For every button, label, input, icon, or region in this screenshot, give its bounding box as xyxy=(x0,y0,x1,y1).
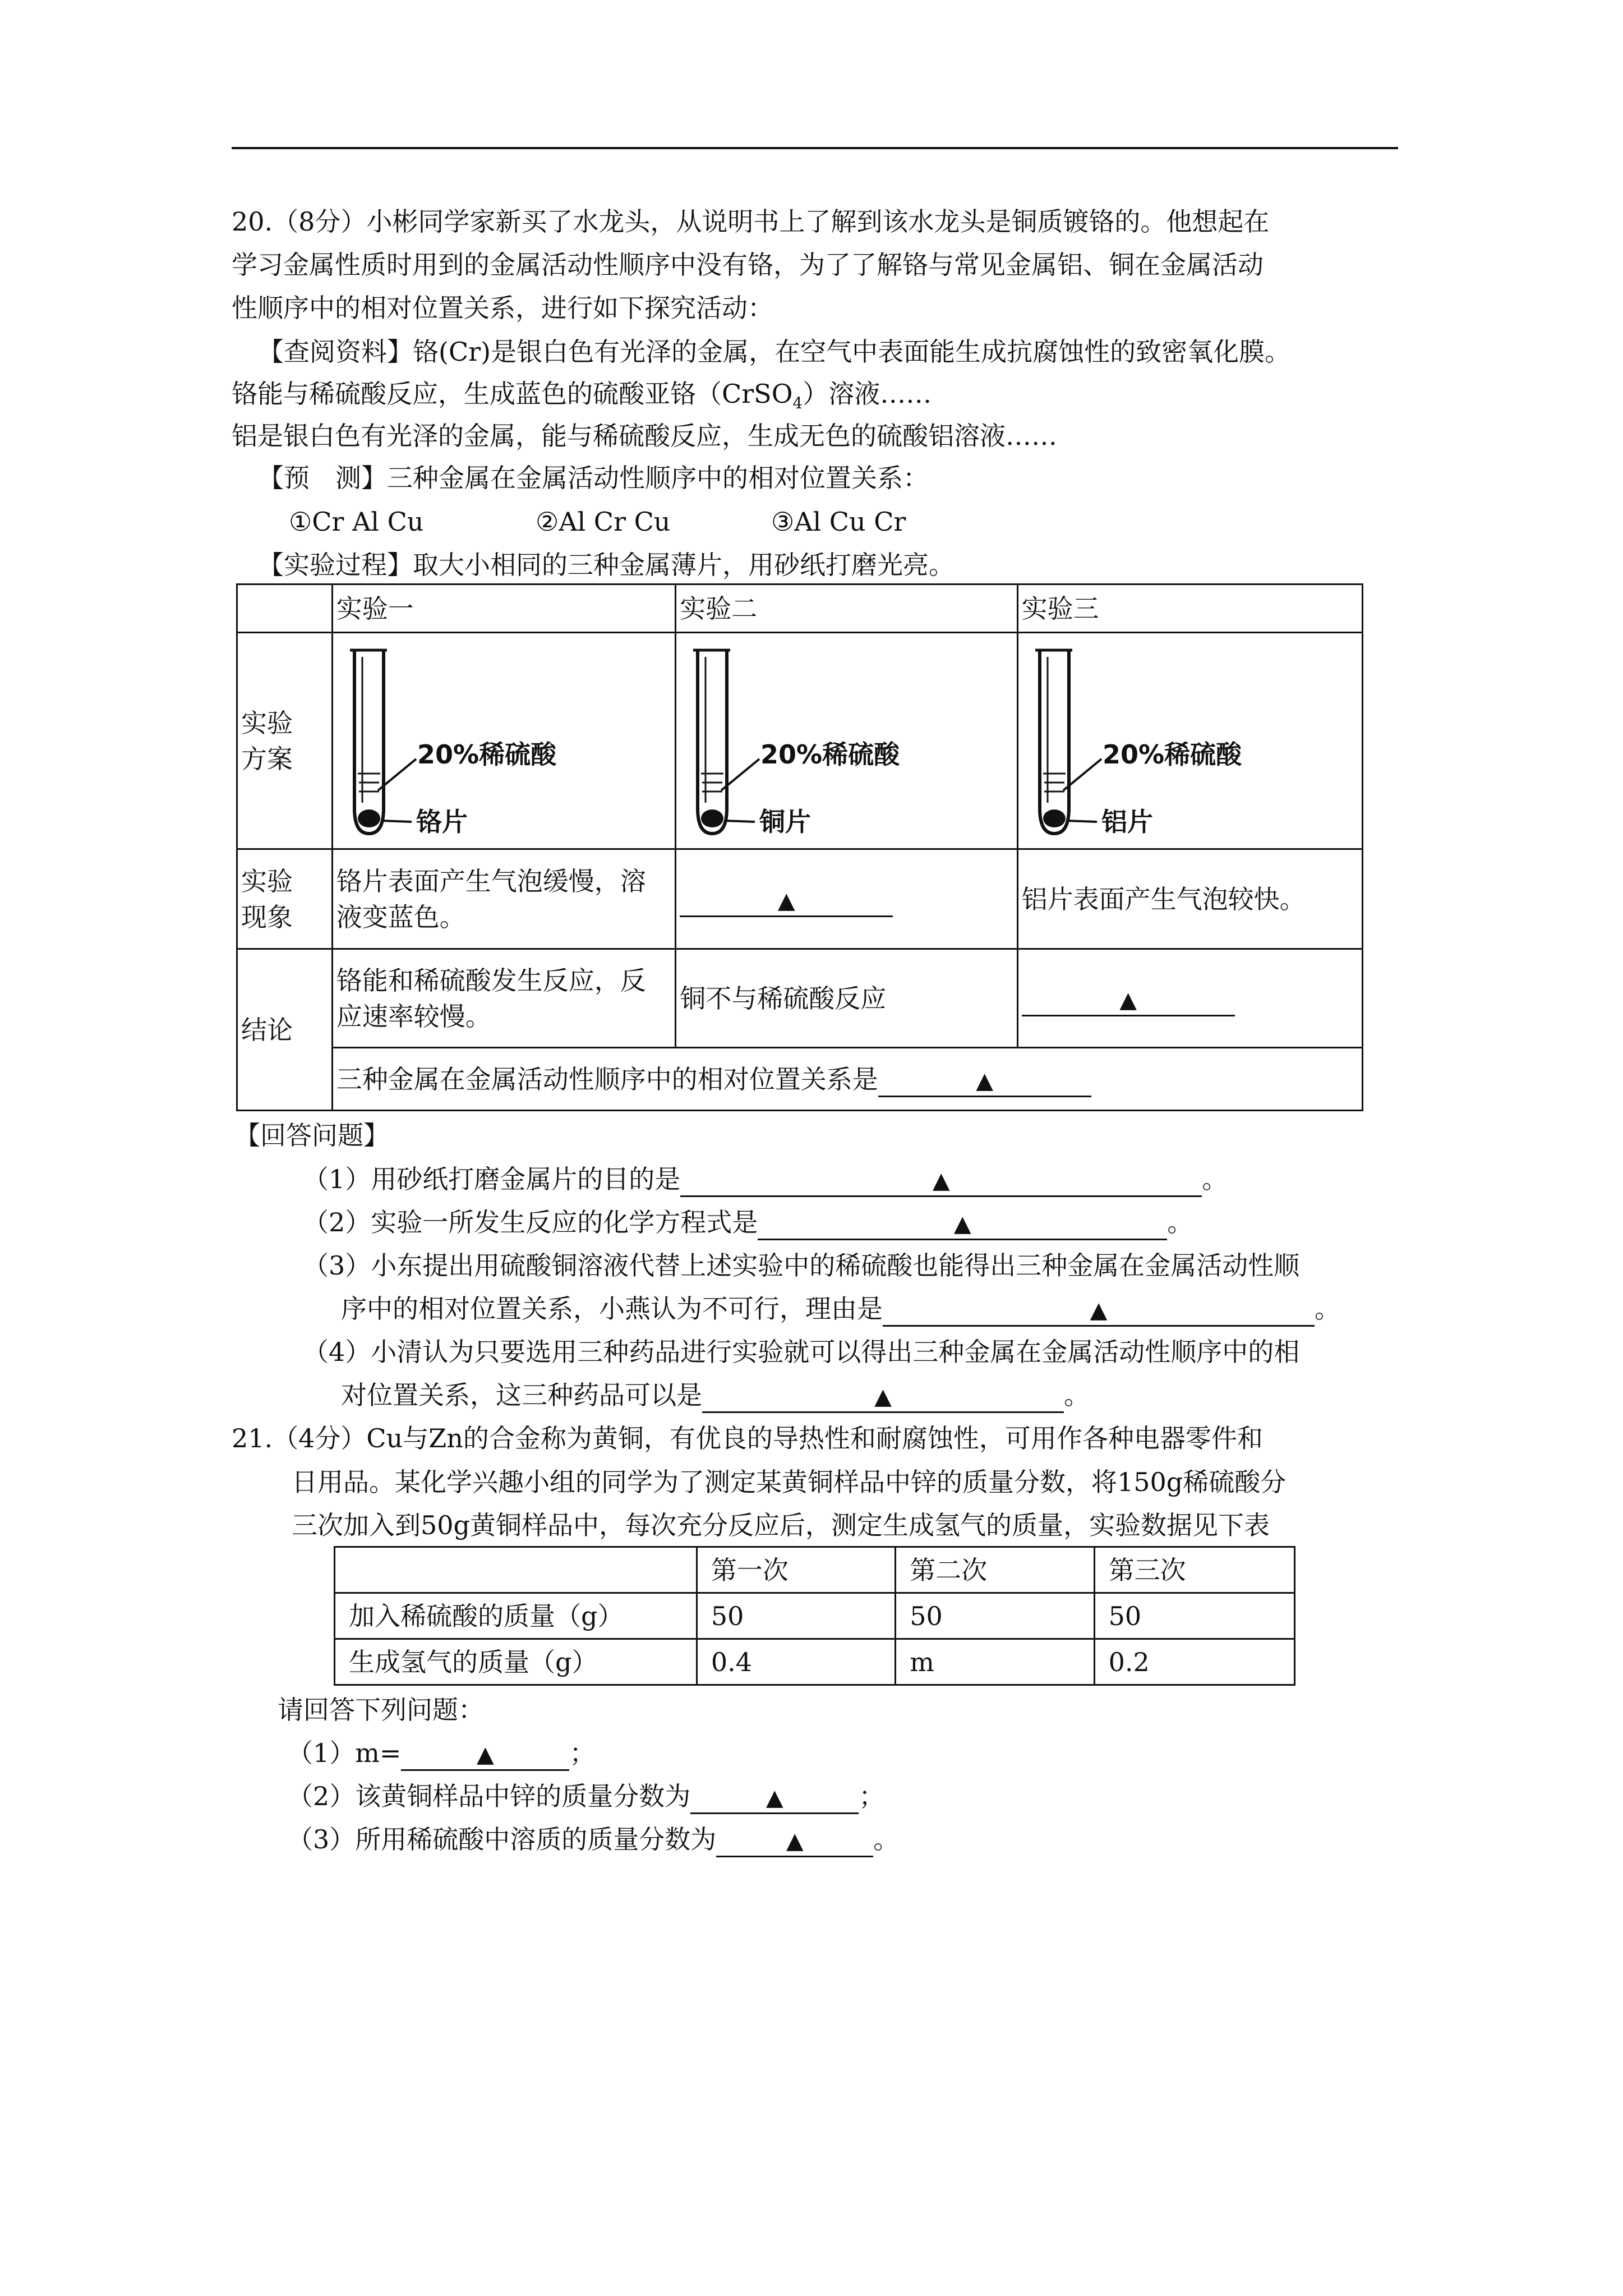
header-trial-3: 第三次 xyxy=(1094,1547,1294,1593)
metal-label-aluminum: 铝片 xyxy=(1101,807,1153,837)
header-trial-2: 第二次 xyxy=(896,1547,1094,1593)
exp1-conclusion: 铬能和稀硫酸发生反应，反应速率较慢。 xyxy=(332,949,676,1048)
q20-option-3: ③Al Cu Cr xyxy=(771,507,906,537)
metal-label-chromium: 铬片 xyxy=(416,807,468,837)
row-acid-mass-label: 加入稀硫酸的质量（g） xyxy=(335,1593,697,1639)
test-tube-aluminum-icon xyxy=(1023,640,1337,842)
experiment-table xyxy=(236,583,1363,1111)
acid-label: 20%稀硫酸 xyxy=(417,739,556,770)
q20-question-3-line1: （3）小东提出用硫酸铜溶液代替上述实验中的稀硫酸也能得出三种金属在金属活动性顺 xyxy=(303,1250,1300,1281)
cell-hydrogen-2: m xyxy=(896,1639,1094,1685)
q20-info-line1: 【查阅资料】铬(Cr)是银白色有光泽的金属，在空气中表面能生成抗腐蚀性的致密氧化膜。 xyxy=(258,337,1291,367)
cell-acid-1: 50 xyxy=(697,1593,895,1639)
q21-question-3: （3）所用稀硫酸中溶质的质量分数为 ▲ 。 xyxy=(287,1816,899,1863)
answer-blank: ▲ xyxy=(690,1780,859,1814)
cell-acid-2: 50 xyxy=(896,1593,1094,1639)
q21-question-2: （2）该黄铜样品中锌的质量分数为 ▲ ； xyxy=(287,1773,884,1820)
answer-blank: ▲ xyxy=(680,1163,1202,1197)
header-exp3: 实验三 xyxy=(1017,585,1362,633)
q20-info-line2: 铬能与稀硫酸反应，生成蓝色的硫酸亚铬（CrSO$_4$）溶液…… xyxy=(232,379,932,413)
answer-heading: 【回答问题】 xyxy=(234,1120,389,1151)
test-tube-chromium-icon xyxy=(338,640,652,842)
exp2-conclusion: 铜不与稀硫酸反应 xyxy=(676,949,1017,1048)
q20-option-2: ②Al Cr Cu xyxy=(536,507,671,537)
q20-info-line3: 铝是银白色有光泽的金属，能与稀硫酸反应，生成无色的硫酸铝溶液…… xyxy=(232,421,1057,451)
cell-acid-3: 50 xyxy=(1094,1593,1294,1639)
exp3-diagram xyxy=(1017,633,1362,849)
metal-label-copper: 铜片 xyxy=(759,807,811,837)
cell-hydrogen-1: 0.4 xyxy=(697,1639,895,1685)
answer-blank: ▲ xyxy=(1022,982,1235,1016)
q20-question-4-line2: 对位置关系，这三种药品可以是 ▲ 。 xyxy=(341,1372,1090,1419)
exp2-diagram xyxy=(676,633,1017,849)
q20-option-1: ①Cr Al Cu xyxy=(289,507,424,537)
q21-intro-line2: 日用品。某化学兴趣小组的同学为了测定某黄铜样品中锌的质量分数，将150g稀硫酸分 xyxy=(292,1467,1287,1497)
row-hydrogen-mass-label: 生成氢气的质量（g） xyxy=(335,1639,697,1685)
data-table xyxy=(334,1546,1295,1686)
q20-intro-line1: 20.（8分）小彬同学家新买了水龙头，从说明书上了解到该水龙头是铜质镀铬的。他想起在 xyxy=(232,206,1270,237)
answer-blank: ▲ xyxy=(702,1379,1064,1413)
q20-predict: 【预 测】三种金属在金属活动性顺序中的相对位置关系： xyxy=(258,463,929,493)
answer-blank: ▲ xyxy=(878,1063,1091,1097)
header-exp1: 实验一 xyxy=(332,585,676,633)
row-label-conclusion: 结论 xyxy=(237,949,333,1111)
q20-question-1: （1）用砂纸打磨金属片的目的是 ▲ 。 xyxy=(303,1156,1228,1203)
q21-ask: 请回答下列问题： xyxy=(278,1695,484,1725)
exp1-diagram xyxy=(332,633,676,849)
q20-question-2: （2）实验一所发生反应的化学方程式是 ▲ 。 xyxy=(303,1199,1193,1246)
exp2-phenomenon-blank xyxy=(676,849,1017,949)
acid-label: 20%稀硫酸 xyxy=(1102,739,1242,770)
cell-hydrogen-3: 0.2 xyxy=(1094,1639,1294,1685)
answer-blank: ▲ xyxy=(680,883,893,917)
answer-blank: ▲ xyxy=(716,1823,873,1857)
q20-intro-line2: 学习金属性质时用到的金属活动性顺序中没有铬，为了了解铬与常见金属铝、铜在金属活动 xyxy=(232,250,1264,280)
q20-question-3-line2: 序中的相对位置关系，小燕认为不可行，理由是 ▲ 。 xyxy=(341,1285,1340,1332)
exp3-conclusion-blank xyxy=(1017,949,1362,1048)
q21-intro-line3: 三次加入到50g黄铜样品中，每次充分反应后，测定生成氢气的质量，实验数据见下表 xyxy=(292,1510,1270,1540)
q21-question-1: （1）m= ▲ ； xyxy=(287,1729,595,1777)
exp1-phenomenon: 铬片表面产生气泡缓慢，溶液变蓝色。 xyxy=(332,849,676,949)
header-rule xyxy=(232,147,1398,149)
answer-blank: ▲ xyxy=(758,1206,1167,1240)
test-tube-copper-icon xyxy=(681,640,995,842)
data-table-corner xyxy=(335,1547,697,1593)
summary-row: 三种金属在金属活动性顺序中的相对位置关系是 ▲ xyxy=(332,1048,1362,1111)
row-label-plan: 实验 方案 xyxy=(237,633,333,849)
acid-label: 20%稀硫酸 xyxy=(760,739,900,770)
table-corner xyxy=(237,585,333,633)
q20-question-4-line1: （4）小清认为只要选用三种药品进行实验就可以得出三种金属在金属活动性顺序中的相 xyxy=(303,1337,1300,1367)
header-exp2: 实验二 xyxy=(676,585,1017,633)
q20-process: 【实验过程】取大小相同的三种金属薄片，用砂纸打磨光亮。 xyxy=(258,550,955,580)
header-trial-1: 第一次 xyxy=(697,1547,895,1593)
answer-blank: ▲ xyxy=(883,1292,1315,1327)
q20-intro-line3: 性顺序中的相对位置关系，进行如下探究活动： xyxy=(232,293,773,323)
row-label-phenomenon: 实验 现象 xyxy=(237,849,333,949)
answer-blank: ▲ xyxy=(401,1737,569,1771)
exp3-phenomenon: 铝片表面产生气泡较快。 xyxy=(1017,849,1362,949)
q21-intro-line1: 21.（4分）Cu与Zn的合金称为黄铜，有优良的导热性和耐腐蚀性，可用作各种电器零件和 xyxy=(232,1423,1263,1453)
